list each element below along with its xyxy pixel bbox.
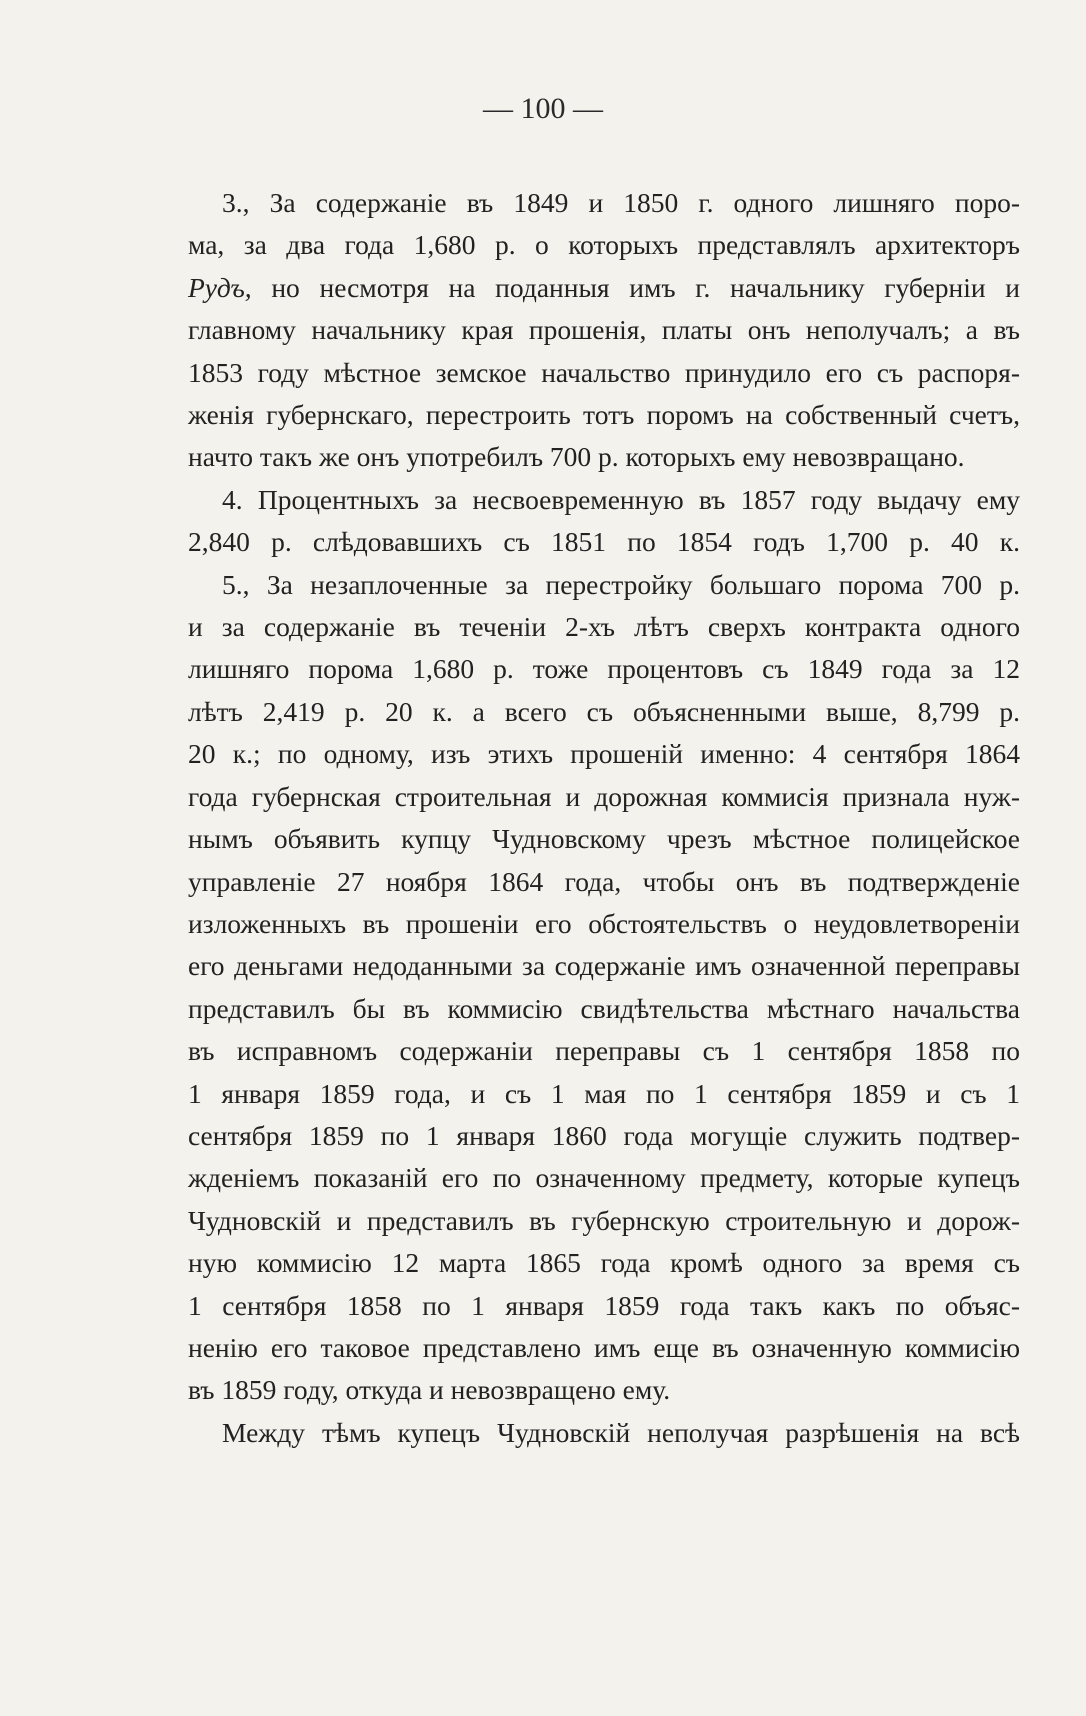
paragraph-line: лѣтъ 2,419 р. 20 к. а всего съ объясненными выше, 8,799 р. (188, 695, 1020, 727)
paragraph-line (188, 267, 1020, 309)
paragraph-line: 5., За незаплоченные за перестройку большаго порома 700 р. (222, 568, 1020, 600)
paragraph-line: и за содержаніе въ теченіи 2-хъ лѣтъ сверхъ контракта одного (188, 611, 1020, 643)
paragraph-line: женія губернскаго, перестроить тотъ поромъ на собственный счетъ, (188, 399, 1020, 431)
paragraph-line: Между тѣмъ купецъ Чудновскій неполучая разрѣшенія на всѣ (222, 1416, 1020, 1448)
paragraph-line: 1 сентября 1858 по 1 января 1859 года такъ какъ по объяс- (188, 1289, 1020, 1321)
paragraph-line: изложенныхъ въ прошеніи его обстоятельствъ о неудовлетвореніи (188, 907, 1020, 939)
paragraph-line: 1 января 1859 года, и съ 1 мая по 1 сентября 1859 и съ 1 (188, 1077, 1020, 1109)
paragraph-line: ную коммисію 12 марта 1865 года кромѣ одного за время съ (188, 1247, 1020, 1279)
paragraph-text: но несмотря на поданныя имъ г. начальнику губерніи и (271, 271, 1020, 303)
paragraph-line: 20 к.; по одному, изъ этихъ прошеній именно: 4 сентября 1864 (188, 738, 1020, 770)
paragraph-line: его деньгами недоданными за содержаніе имъ означенной переправы (188, 950, 1020, 982)
paragraph-line: 3., За содержаніе въ 1849 и 1850 г. одного лишняго поро- (222, 187, 1020, 218)
paragraph-line: въ 1859 году, откуда и невозвращено ему. (188, 1374, 671, 1406)
paragraph-line: Чудновскій и представилъ въ губернскую строительную и дорож- (188, 1204, 1020, 1236)
paragraph-line: ма, за два года 1,680 р. о которыхъ представлялъ архитекторъ (188, 229, 1020, 261)
paragraph-line: въ исправномъ содержаніи переправы съ 1 сентября 1858 по (188, 1035, 1020, 1067)
paragraph-line: жденіемъ показаній его по означенному предмету, которые купецъ (188, 1162, 1020, 1194)
paragraph-line: 2,840 р. слѣдовавшихъ съ 1851 по 1854 годъ 1,700 р. 40 к. (188, 526, 1020, 558)
italic-name: Рудъ, (188, 271, 252, 303)
page-number-header: — 100 — (483, 92, 603, 125)
paragraph-line: 1853 году мѣстное земское начальство принудило его съ распоря- (188, 356, 1020, 388)
document-body (188, 182, 1020, 1454)
paragraph-line: нымъ объявить купцу Чудновскому чрезъ мѣстное полицейское (188, 823, 1020, 855)
paragraph-line: сентября 1859 по 1 января 1860 года могущіе служить подтвер- (188, 1119, 1020, 1151)
paragraph-line: ненію его таковое представлено имъ еще въ означенную коммисію (188, 1331, 1020, 1363)
paragraph-line: представилъ бы въ коммисію свидѣтельства мѣстнаго начальства (188, 992, 1020, 1024)
paragraph-line: главному начальнику края прошенія, платы онъ неполучалъ; а въ (188, 314, 1020, 346)
paragraph-line: управленіе 27 ноября 1864 года, чтобы онъ въ подтвержденіе (188, 865, 1020, 897)
paragraph-line: лишняго порома 1,680 р. тоже процентовъ съ 1849 года за 12 (188, 653, 1020, 685)
paragraph-line: 4. Процентныхъ за несвоевременную въ 1857 году выдачу ему (222, 483, 1020, 515)
paragraph-line: года губернская строительная и дорожная коммисія признала нуж- (188, 780, 1020, 812)
paragraph-line: начто такъ же онъ употребилъ 700 р. которыхъ ему невозвращано. (188, 441, 965, 473)
